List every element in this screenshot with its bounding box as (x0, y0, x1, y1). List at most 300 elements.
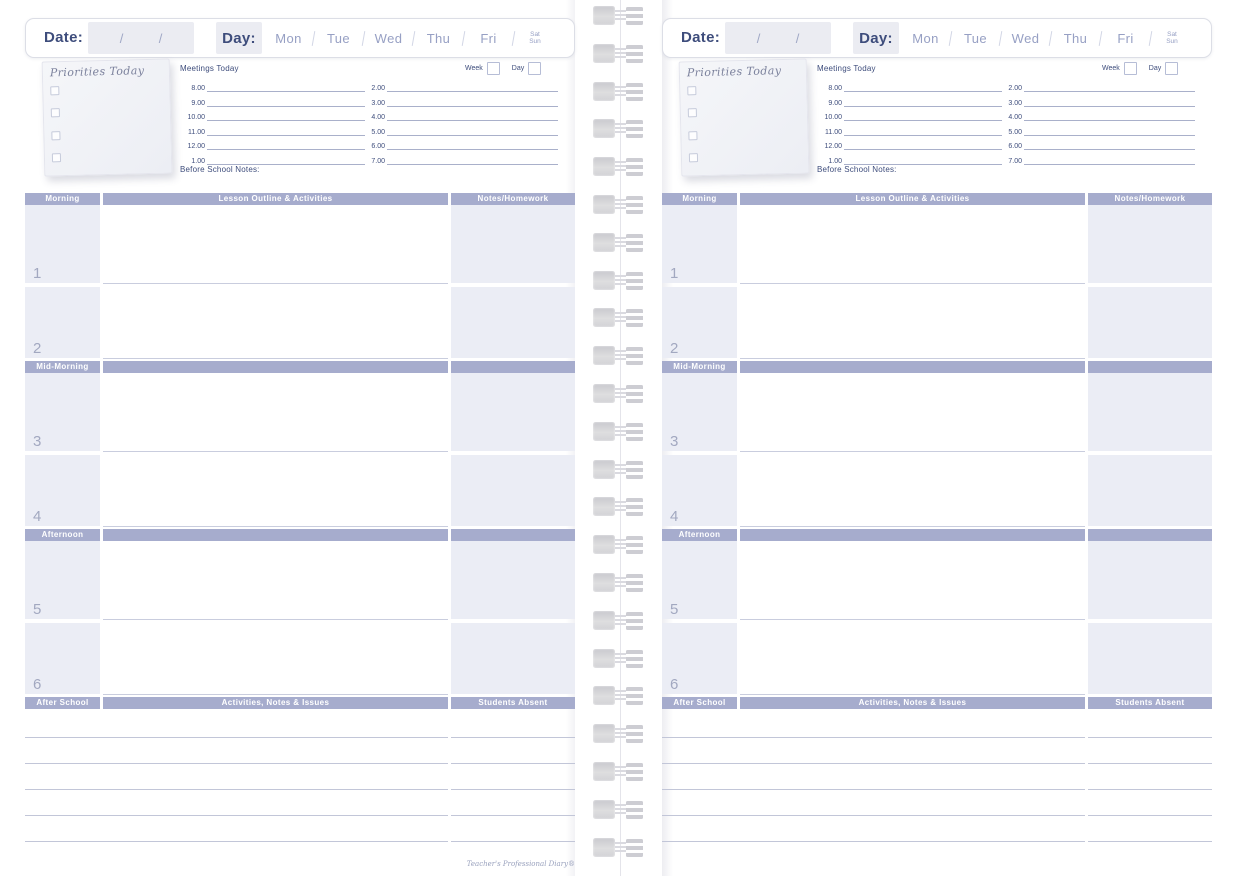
lesson-outline-cell[interactable] (740, 205, 1085, 284)
date-day-bar (662, 18, 1212, 58)
spiral-punch-left-icon (593, 497, 615, 516)
spiral-punch-left-icon (593, 535, 615, 554)
section-label: Afternoon (662, 529, 737, 541)
lesson-outline-cell[interactable] (103, 541, 448, 620)
spiral-punch-left-icon (593, 611, 615, 630)
right-diary-page (662, 0, 1212, 876)
day-checkbox[interactable] (528, 62, 541, 75)
meeting-slot[interactable] (844, 151, 1002, 165)
students-absent-line[interactable] (451, 789, 575, 790)
meeting-slot[interactable] (207, 93, 365, 107)
meeting-time: 5.00 (1008, 128, 1022, 136)
meeting-row (175, 79, 365, 92)
section-bar-segment (1088, 361, 1212, 373)
meeting-slot[interactable] (1024, 151, 1195, 165)
day-option-weekend[interactable] (1151, 31, 1193, 46)
spiral-punch-left-icon (593, 6, 615, 25)
brand-footer: Teacher's Professional Diary® (466, 860, 575, 868)
lesson-outline-cell[interactable] (740, 541, 1085, 620)
spiral-ring (593, 271, 647, 291)
spiral-punch-left-icon (593, 308, 615, 327)
meeting-row (175, 152, 365, 165)
period-row (25, 455, 575, 526)
section-bar-morning (662, 193, 1212, 205)
notes-homework-cell[interactable] (1088, 373, 1212, 451)
period-row (25, 623, 575, 694)
meeting-row (812, 137, 1002, 150)
spiral-ring (593, 573, 647, 593)
lesson-outline-cell[interactable] (103, 205, 448, 284)
spiral-ring (593, 686, 647, 706)
meeting-time: 11.00 (188, 128, 205, 136)
period-row (662, 455, 1212, 526)
notes-homework-cell[interactable] (1088, 455, 1212, 526)
period-row (662, 373, 1212, 451)
column-header-students-absent: Students Absent (1088, 697, 1212, 709)
meeting-slot[interactable] (844, 122, 1002, 136)
meeting-row (355, 79, 558, 92)
students-absent-line[interactable] (451, 763, 575, 764)
priority-checkbox[interactable] (688, 108, 697, 117)
left-diary-page (25, 0, 575, 876)
period-row (662, 287, 1212, 358)
spiral-punch-right-icon (626, 839, 643, 857)
period-cell[interactable] (25, 287, 100, 358)
day-option-fri[interactable]: Fri (1117, 30, 1134, 46)
notes-homework-cell[interactable] (1088, 541, 1212, 619)
period-row (662, 205, 1212, 283)
period-cell[interactable] (25, 205, 100, 283)
period-row (662, 541, 1212, 619)
notes-homework-cell[interactable] (1088, 205, 1212, 283)
period-row (25, 205, 575, 283)
section-bar-afternoon (25, 529, 575, 541)
section-bar-mid-morning (662, 361, 1212, 373)
period-cell[interactable] (25, 623, 100, 694)
priority-checkbox[interactable] (688, 131, 697, 140)
spiral-binding (593, 0, 647, 876)
students-absent-line[interactable] (1088, 737, 1212, 738)
meeting-slot[interactable] (1024, 122, 1195, 136)
period-row (25, 541, 575, 619)
meeting-row (992, 108, 1195, 121)
spiral-punch-left-icon (593, 724, 615, 743)
meeting-time: 12.00 (187, 143, 205, 151)
students-absent-line[interactable] (1088, 763, 1212, 764)
section-bar-morning (25, 193, 575, 205)
spiral-punch-right-icon (626, 763, 643, 781)
day-option-wed[interactable]: Wed (374, 30, 403, 46)
meeting-slot[interactable] (207, 151, 365, 165)
meeting-slot[interactable] (1024, 93, 1195, 107)
meeting-slot[interactable] (844, 78, 1002, 92)
lesson-outline-cell[interactable] (740, 287, 1085, 359)
day-label-small: Day (511, 65, 525, 72)
meeting-slot[interactable] (844, 136, 1002, 150)
notes-homework-cell[interactable] (451, 541, 575, 619)
lesson-outline-cell[interactable] (740, 455, 1085, 527)
spiral-punch-right-icon (626, 196, 643, 214)
meeting-time: 9.00 (191, 99, 205, 107)
spiral-ring (593, 497, 647, 517)
meetings-title: Meetings Today (817, 64, 876, 73)
lesson-outline-cell[interactable] (103, 623, 448, 695)
date-input[interactable] (88, 22, 194, 54)
day-option-tue[interactable]: Tue (963, 30, 988, 46)
period-cell[interactable] (662, 541, 737, 619)
meeting-slot[interactable] (844, 93, 1002, 107)
spiral-punch-left-icon (593, 800, 615, 819)
priorities-title: Priorities Today (686, 64, 782, 80)
after-school-line[interactable] (662, 841, 1085, 842)
after-school-line[interactable] (662, 763, 1085, 764)
meeting-slot[interactable] (207, 78, 365, 92)
spiral-punch-left-icon (593, 649, 615, 668)
meeting-slot[interactable] (207, 122, 365, 136)
spiral-ring (593, 422, 647, 442)
spiral-ring (593, 535, 647, 555)
meeting-row (812, 79, 1002, 92)
spiral-punch-right-icon (626, 45, 643, 63)
spiral-ring (593, 838, 647, 858)
spiral-punch-right-icon (626, 461, 643, 479)
sat-label: Sat (530, 30, 540, 38)
meeting-time: 3.00 (1008, 99, 1022, 107)
spiral-punch-right-icon (626, 650, 643, 668)
notes-homework-cell[interactable] (451, 373, 575, 451)
period-number: 3 (33, 433, 42, 450)
spiral-punch-left-icon (593, 686, 615, 705)
week-day-toggle (465, 62, 541, 75)
section-label: Morning (662, 193, 737, 205)
meetings-title: Meetings Today (180, 64, 239, 73)
section-bar-segment (103, 361, 448, 373)
spiral-punch-right-icon (626, 347, 643, 365)
priority-checkbox[interactable] (51, 108, 60, 117)
section-label: Mid-Morning (662, 361, 737, 373)
period-number: 5 (670, 601, 679, 618)
date-label: Date: (44, 29, 84, 46)
period-number: 6 (670, 676, 679, 693)
week-label: Week (465, 65, 483, 72)
meeting-time: 10.00 (824, 114, 842, 122)
date-input[interactable] (725, 22, 831, 54)
spiral-punch-right-icon (626, 687, 643, 705)
day-checkbox[interactable] (1165, 62, 1178, 75)
spiral-ring (593, 384, 647, 404)
notes-homework-cell[interactable] (451, 455, 575, 526)
spiral-ring (593, 82, 647, 102)
column-header-lesson-outline: Lesson Outline & Activities (740, 193, 1085, 205)
section-bar-segment (740, 529, 1085, 541)
spiral-punch-left-icon (593, 44, 615, 63)
period-cell[interactable] (662, 373, 737, 451)
sat-label: Sat (1167, 30, 1177, 38)
meeting-slot[interactable] (1024, 78, 1195, 92)
period-cell[interactable] (25, 541, 100, 619)
spiral-punch-left-icon (593, 762, 615, 781)
students-absent-line[interactable] (451, 815, 575, 816)
spiral-punch-left-icon (593, 573, 615, 592)
spiral-punch-right-icon (626, 801, 643, 819)
week-day-toggle (1102, 62, 1178, 75)
period-cell[interactable] (25, 455, 100, 526)
lesson-outline-cell[interactable] (103, 287, 448, 359)
day-label (853, 22, 899, 54)
meeting-row (355, 108, 558, 121)
column-header-students-absent: Students Absent (451, 697, 575, 709)
spiral-punch-left-icon (593, 271, 615, 290)
spiral-ring (593, 460, 647, 480)
spiral-punch-right-icon (626, 612, 643, 630)
section-bar-segment (451, 529, 575, 541)
meeting-slot[interactable] (1024, 136, 1195, 150)
priority-checkbox[interactable] (689, 153, 698, 162)
section-bar-after-school (662, 697, 1212, 709)
meeting-row (175, 123, 365, 136)
meeting-slot[interactable] (387, 122, 558, 136)
meeting-slot[interactable] (387, 93, 558, 107)
meeting-time: 3.00 (371, 99, 385, 107)
section-label: Morning (25, 193, 100, 205)
week-checkbox[interactable] (487, 62, 500, 75)
spiral-ring (593, 233, 647, 253)
day-option-weekend[interactable] (514, 31, 556, 46)
meeting-row (992, 152, 1195, 165)
spiral-punch-right-icon (626, 423, 643, 441)
meeting-row (355, 123, 558, 136)
date-day-bar (25, 18, 575, 58)
meeting-time: 8.00 (828, 85, 842, 92)
spiral-ring (593, 195, 647, 215)
section-bar-segment (740, 361, 1085, 373)
lesson-outline-cell[interactable] (103, 373, 448, 452)
meeting-slot[interactable] (387, 107, 558, 121)
after-school-line[interactable] (25, 815, 448, 816)
meeting-slot[interactable] (1024, 107, 1195, 121)
priorities-note (42, 58, 173, 176)
period-cell[interactable] (662, 205, 737, 283)
day-option-wed[interactable]: Wed (1011, 30, 1040, 46)
column-header-notes-homework: Notes/Homework (451, 193, 575, 205)
after-school-line[interactable] (25, 737, 448, 738)
meeting-time: 9.00 (828, 99, 842, 107)
section-bar-segment (451, 361, 575, 373)
period-number: 1 (33, 265, 42, 282)
meeting-row (992, 79, 1195, 92)
priority-checkbox[interactable] (52, 153, 61, 162)
priority-checkbox[interactable] (687, 86, 696, 95)
sun-label: Sun (529, 38, 541, 45)
spiral-ring (593, 800, 647, 820)
meeting-slot[interactable] (387, 78, 558, 92)
meeting-slot[interactable] (207, 107, 365, 121)
students-absent-line[interactable] (451, 737, 575, 738)
day-label-text: Day: (859, 29, 893, 47)
week-label: Week (1102, 65, 1120, 72)
date-slash: / (795, 30, 800, 46)
after-school-line[interactable] (25, 789, 448, 790)
priorities-title: Priorities Today (49, 64, 145, 80)
meeting-time: 11.00 (825, 128, 842, 136)
notes-homework-cell[interactable] (451, 623, 575, 694)
date-slash: / (158, 30, 163, 46)
spiral-punch-right-icon (626, 574, 643, 592)
period-cell[interactable] (662, 623, 737, 694)
spiral-punch-right-icon (626, 272, 643, 290)
section-bar-after-school (25, 697, 575, 709)
spiral-punch-right-icon (626, 498, 643, 516)
after-school-line[interactable] (25, 841, 448, 842)
after-school-line[interactable] (662, 737, 1085, 738)
meeting-row (992, 123, 1195, 136)
after-school-line[interactable] (662, 789, 1085, 790)
notes-homework-cell[interactable] (451, 205, 575, 283)
spiral-punch-right-icon (626, 725, 643, 743)
section-label: Afternoon (25, 529, 100, 541)
meeting-time: 12.00 (824, 143, 842, 151)
students-absent-line[interactable] (1088, 789, 1212, 790)
lesson-outline-cell[interactable] (103, 455, 448, 527)
day-selector (264, 19, 566, 57)
meeting-row (355, 152, 558, 165)
period-row (25, 287, 575, 358)
spiral-punch-left-icon (593, 233, 615, 252)
date-label: Date: (681, 29, 721, 46)
period-number: 1 (670, 265, 679, 282)
column-header-activities-notes: Activities, Notes & Issues (103, 697, 448, 709)
meeting-time: 4.00 (371, 114, 385, 122)
students-absent-line[interactable] (1088, 815, 1212, 816)
notes-homework-cell[interactable] (451, 287, 575, 358)
after-school-line[interactable] (662, 815, 1085, 816)
meeting-time: 2.00 (1008, 85, 1022, 92)
section-bar-segment (1088, 529, 1212, 541)
meeting-time: 7.00 (1008, 158, 1022, 165)
column-header-notes-homework: Notes/Homework (1088, 193, 1212, 205)
meeting-slot[interactable] (844, 107, 1002, 121)
spiral-ring (593, 44, 647, 64)
column-header-activities-notes: Activities, Notes & Issues (740, 697, 1085, 709)
meeting-row (355, 137, 558, 150)
period-number: 2 (33, 340, 42, 357)
meeting-time: 10.00 (187, 114, 205, 122)
day-option-thu[interactable]: Thu (426, 30, 451, 46)
students-absent-line[interactable] (451, 841, 575, 842)
meeting-slot[interactable] (207, 136, 365, 150)
meeting-row (992, 137, 1195, 150)
spiral-punch-left-icon (593, 838, 615, 857)
meeting-slot[interactable] (387, 151, 558, 165)
before-school-label: Before School Notes: (180, 165, 260, 174)
priority-checkbox[interactable] (50, 86, 59, 95)
day-label-text: Day: (222, 29, 256, 47)
period-row (25, 373, 575, 451)
spiral-punch-right-icon (626, 120, 643, 138)
meeting-row (175, 94, 365, 107)
spiral-ring (593, 346, 647, 366)
spiral-ring (593, 308, 647, 328)
meeting-row (175, 108, 365, 121)
meeting-time: 2.00 (371, 85, 385, 92)
section-label: After School (25, 697, 100, 709)
meeting-row (812, 94, 1002, 107)
period-number: 4 (33, 508, 42, 525)
week-checkbox[interactable] (1124, 62, 1137, 75)
period-cell[interactable] (662, 287, 737, 358)
spiral-punch-left-icon (593, 384, 615, 403)
meeting-time: 4.00 (1008, 114, 1022, 122)
priority-checkbox[interactable] (51, 131, 60, 140)
meeting-time: 6.00 (371, 143, 385, 151)
section-label: Mid-Morning (25, 361, 100, 373)
spiral-punch-left-icon (593, 422, 615, 441)
day-selector (901, 19, 1203, 57)
spiral-punch-right-icon (626, 536, 643, 554)
spiral-punch-right-icon (626, 234, 643, 252)
notes-homework-cell[interactable] (1088, 623, 1212, 694)
day-label (216, 22, 262, 54)
day-label-small: Day (1148, 65, 1162, 72)
meeting-row (812, 108, 1002, 121)
section-bar-afternoon (662, 529, 1212, 541)
day-option-tue[interactable]: Tue (326, 30, 351, 46)
meeting-row (812, 123, 1002, 136)
meeting-time: 5.00 (371, 128, 385, 136)
meeting-time: 7.00 (371, 158, 385, 165)
meeting-time: 8.00 (191, 85, 205, 92)
spiral-punch-left-icon (593, 195, 615, 214)
sun-label: Sun (1166, 38, 1178, 45)
notes-homework-cell[interactable] (1088, 287, 1212, 358)
meeting-row (355, 94, 558, 107)
section-label: After School (662, 697, 737, 709)
spiral-ring (593, 6, 647, 26)
period-number: 2 (670, 340, 679, 357)
period-cell[interactable] (662, 455, 737, 526)
after-school-line[interactable] (25, 763, 448, 764)
period-number: 3 (670, 433, 679, 450)
priorities-note (679, 58, 810, 176)
meeting-slot[interactable] (387, 136, 558, 150)
spiral-punch-left-icon (593, 157, 615, 176)
spiral-ring (593, 119, 647, 139)
meeting-row (812, 152, 1002, 165)
period-cell[interactable] (25, 373, 100, 451)
meeting-row (992, 94, 1195, 107)
meeting-time: 1.00 (828, 158, 842, 165)
spiral-punch-right-icon (626, 83, 643, 101)
meeting-time: 1.00 (191, 158, 205, 165)
period-number: 4 (670, 508, 679, 525)
day-option-thu[interactable]: Thu (1063, 30, 1088, 46)
meeting-time: 6.00 (1008, 143, 1022, 151)
day-option-mon[interactable]: Mon (912, 30, 939, 46)
before-school-label: Before School Notes: (817, 165, 897, 174)
spiral-punch-right-icon (626, 7, 643, 25)
period-row (662, 623, 1212, 694)
lesson-outline-cell[interactable] (740, 373, 1085, 452)
spiral-punch-left-icon (593, 82, 615, 101)
lesson-outline-cell[interactable] (740, 623, 1085, 695)
date-slash: / (119, 30, 124, 46)
spiral-punch-left-icon (593, 119, 615, 138)
date-slash: / (756, 30, 761, 46)
section-bar-segment (103, 529, 448, 541)
day-option-fri[interactable]: Fri (480, 30, 497, 46)
day-option-mon[interactable]: Mon (275, 30, 302, 46)
students-absent-line[interactable] (1088, 841, 1212, 842)
